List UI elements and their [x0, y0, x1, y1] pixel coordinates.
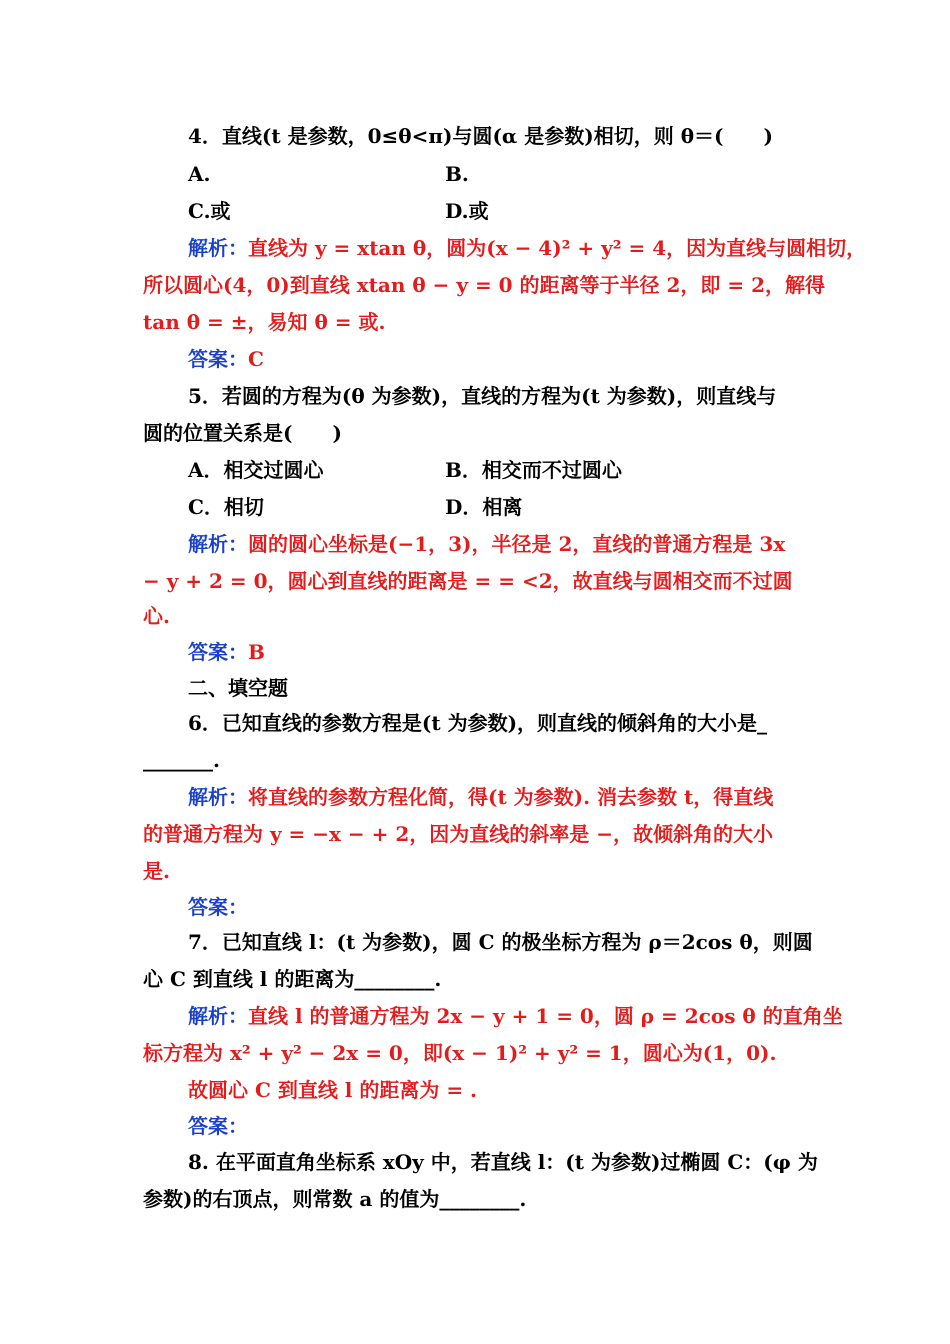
- q7-stem-line-2: 心 C 到直线 l 的距离为________.: [143, 967, 442, 991]
- q7-answer-label: 答案：: [188, 1114, 248, 1138]
- q5-solution-line-2: − y + 2 = 0，圆心到直线的距离是 = = <2，故直线与圆相交而不过圆: [143, 569, 793, 593]
- q4-answer: [188, 345, 264, 373]
- q7-stem-line-1: 7．已知直线 l：(t 为参数)，圆 C 的极坐标方程为 ρ＝2cos θ，则圆: [188, 930, 813, 954]
- q4-solution-line-2: 所以圆心(4，0)到直线 xtan θ − y = 0 的距离等于半径 2，即 = 2，解得: [143, 273, 826, 297]
- q5-solution-text-1: 圆的圆心坐标是(−1，3)，半径是 2，直线的普通方程是 3x: [248, 532, 786, 556]
- q7-solution-text-1: 直线 l 的普通方程为 2x − y + 1 = 0，圆 ρ = 2cos θ 的直角坐: [248, 1004, 843, 1028]
- q5-answer-value: B: [248, 640, 265, 664]
- q5-stem-line-2: 圆的位置关系是( ): [143, 421, 342, 445]
- q7-solution-line-2: 标方程为 x² + y² − 2x = 0，即(x − 1)² + y² = 1，圆心为(1，0).: [143, 1041, 777, 1065]
- q4-stem: 4．直线(t 是参数，0≤θ<π)与圆(α 是参数)相切，则 θ＝( ): [188, 124, 773, 148]
- q5-solution-label: 解析：: [188, 532, 248, 556]
- q5-solution-line-1: [188, 530, 785, 558]
- q4-option-a: A.: [188, 162, 211, 186]
- q5-answer: [188, 638, 265, 666]
- q8-stem-line-2: 参数)的右顶点，则常数 a 的值为________.: [143, 1187, 527, 1211]
- q6-answer-label: 答案：: [188, 895, 248, 919]
- q4-option-b: B.: [445, 162, 469, 186]
- q6-solution-line-2: 的普通方程为 y = −x − + 2，因为直线的斜率是 −，故倾斜角的大小: [143, 822, 773, 846]
- q7-solution-line-1: [188, 1002, 843, 1030]
- q5-answer-label: 答案：: [188, 640, 248, 664]
- q4-answer-value: C: [248, 347, 264, 371]
- q5-option-a: A．相交过圆心: [188, 458, 324, 482]
- q6-solution-line-1: [188, 783, 773, 811]
- q8-stem-line-1: 8. 在平面直角坐标系 xOy 中，若直线 l：(t 为参数)过椭圆 C：(φ 为: [188, 1150, 818, 1174]
- q4-solution-line-1: [188, 234, 866, 262]
- q5-stem-line-1: 5．若圆的方程为(θ 为参数)，直线的方程为(t 为参数)，则直线与: [188, 384, 777, 408]
- q6-stem-line-1: 6．已知直线的参数方程是(t 为参数)，则直线的倾斜角的大小是_: [188, 711, 768, 735]
- q5-option-d: D．相离: [445, 495, 523, 519]
- q4-solution-text-1: 直线为 y = xtan θ，圆为(x − 4)² + y² = 4，因为直线与圆相切，: [248, 236, 867, 260]
- q4-solution-line-3: tan θ = ±，易知 θ = 或.: [143, 310, 386, 334]
- q4-solution-label: 解析：: [188, 236, 248, 260]
- q7-solution-line-3: 故圆心 C 到直线 l 的距离为 = .: [188, 1078, 478, 1102]
- q6-solution-text-1: 将直线的参数方程化简，得(t 为参数). 消去参数 t，得直线: [248, 785, 774, 809]
- q5-option-b: B．相交而不过圆心: [445, 458, 622, 482]
- q4-option-d: D.或: [445, 199, 489, 223]
- section-title-fill-in: 二、填空题: [188, 676, 288, 700]
- q4-answer-label: 答案：: [188, 347, 248, 371]
- q4-option-c: C.或: [188, 199, 231, 223]
- q6-solution-line-3: 是.: [143, 859, 170, 883]
- q5-solution-line-3: 心.: [143, 604, 170, 628]
- q7-solution-label: 解析：: [188, 1004, 248, 1028]
- q6-stem-line-2: _______.: [143, 748, 220, 772]
- q5-option-c: C．相切: [188, 495, 264, 519]
- q6-solution-label: 解析：: [188, 785, 248, 809]
